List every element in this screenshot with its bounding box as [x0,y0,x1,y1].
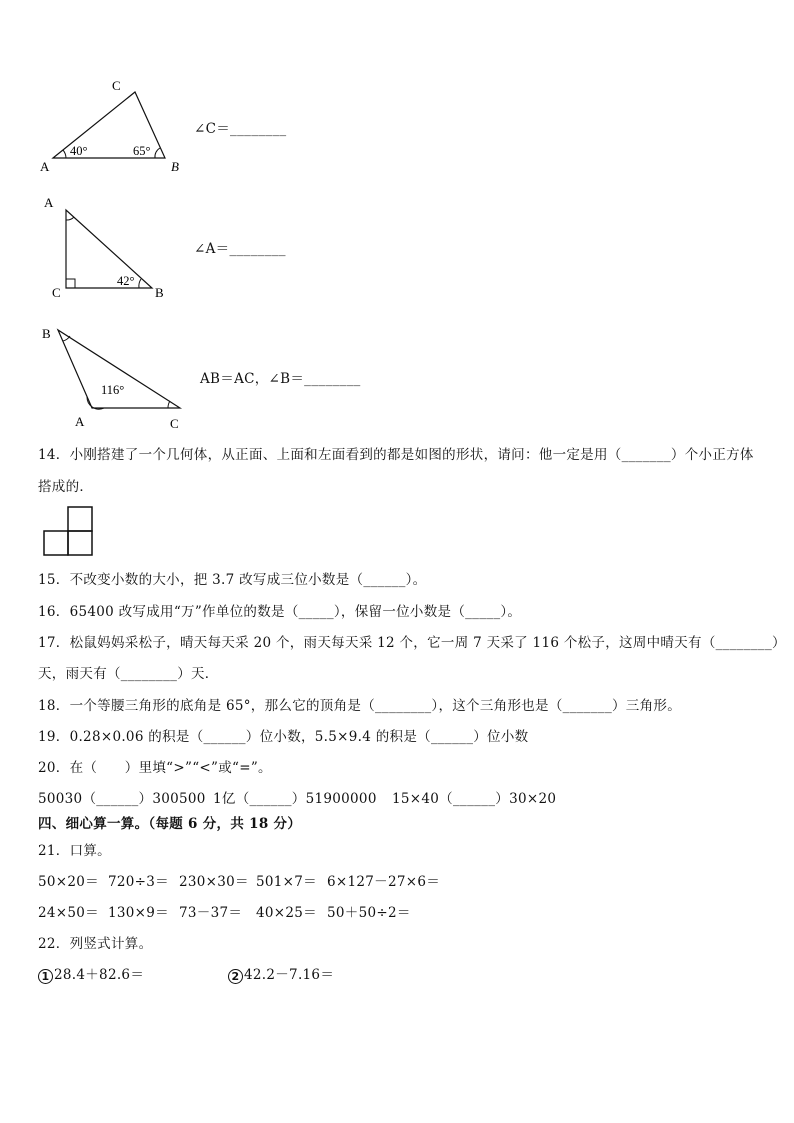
mental-calc-item: 40×25＝ [256,905,317,921]
angle-b-label: 42° [117,274,135,288]
vertex-b: B [171,159,179,174]
triangle-figure-2 [0,190,200,300]
angle-a-label: 116° [101,383,125,397]
mental-calc-item: 130×9＝ [108,905,169,921]
vertex-c: C [170,416,179,431]
q16: 16．65400 改写成用“万”作单位的数是（_____），保留一位小数是（_____）。 [38,604,522,620]
mental-calc-item: 73－37＝ [179,905,243,921]
triangle-figure-3 [0,320,200,430]
mental-calc-item: 50×20＝ [38,874,99,890]
mental-calc-item: 501×7＝ [256,874,317,890]
vertex-c: C [52,285,61,300]
mental-calc-item: 6×127－27×6＝ [327,874,441,890]
angle-a-question: ∠A＝________ [194,241,286,257]
angle-a-label: 40° [70,144,88,158]
angle-c-question: ∠C＝________ [194,121,287,137]
q19: 19．0.28×0.06 的积是（______）位小数，5.5×9.4 的积是（______）位小数 [38,729,529,745]
vertical-calc-item [228,966,334,984]
item-number-badge: 1 [38,969,53,984]
vertex-a: A [40,159,50,174]
mental-calc-item: 720÷3＝ [108,874,169,890]
q18: 18．一个等腰三角形的底角是 65°，那么它的顶角是（________），这个三角形也是（_______）三角形。 [38,698,681,714]
q17-line1: 17．松鼠妈妈采松子，晴天每天采 20 个，雨天每天采 12 个，它一周 7 天采了 116 个松子，这周中晴天有（________） [38,635,786,651]
q17-line2: 天，雨天有（________）天． [38,666,219,682]
vertex-a: A [44,195,54,210]
angle-b-question: AB＝AC，∠B＝________ [200,371,361,387]
q14-line1: 14．小刚搭建了一个几何体，从正面、上面和左面看到的都是如图的形状，请问：他一定是用（_______）个小正方体 [38,447,754,463]
triangle-figure-1 [0,70,200,180]
vertex-c: C [112,78,121,93]
angle-b-label: 65° [133,144,151,158]
mental-calc-item: 24×50＝ [38,905,99,921]
vertical-calc-expr: 42.2－7.16＝ [244,967,335,983]
q20-stem: 20．在（ ）里填“>”“<”或“=”。 [38,760,272,776]
q20-item: 1亿（______）51900000 [213,791,377,807]
vertex-b: B [42,326,51,341]
item-number-badge: 2 [228,969,243,984]
cube-view-figure [42,506,102,558]
section-heading: 四、细心算一算。（每题 6 分，共 18 分） [38,816,302,832]
q22-stem: 22．列竖式计算。 [38,936,153,952]
vertical-calc-expr: 28.4＋82.6＝ [54,967,145,983]
q20-item: 50030（______）300500 [38,791,206,807]
q15: 15．不改变小数的大小，把 3.7 改写成三位小数是（______）。 [38,572,427,588]
q21-stem: 21．口算。 [38,843,111,859]
mental-calc-item: 230×30＝ [179,874,249,890]
vertex-b: B [155,285,164,300]
vertical-calc-item [38,966,144,984]
mental-calc-item: 50＋50÷2＝ [327,905,411,921]
q14-line2: 搭成的． [38,479,94,495]
q20-item: 15×40（______）30×20 [392,791,557,807]
vertex-a: A [75,414,85,429]
